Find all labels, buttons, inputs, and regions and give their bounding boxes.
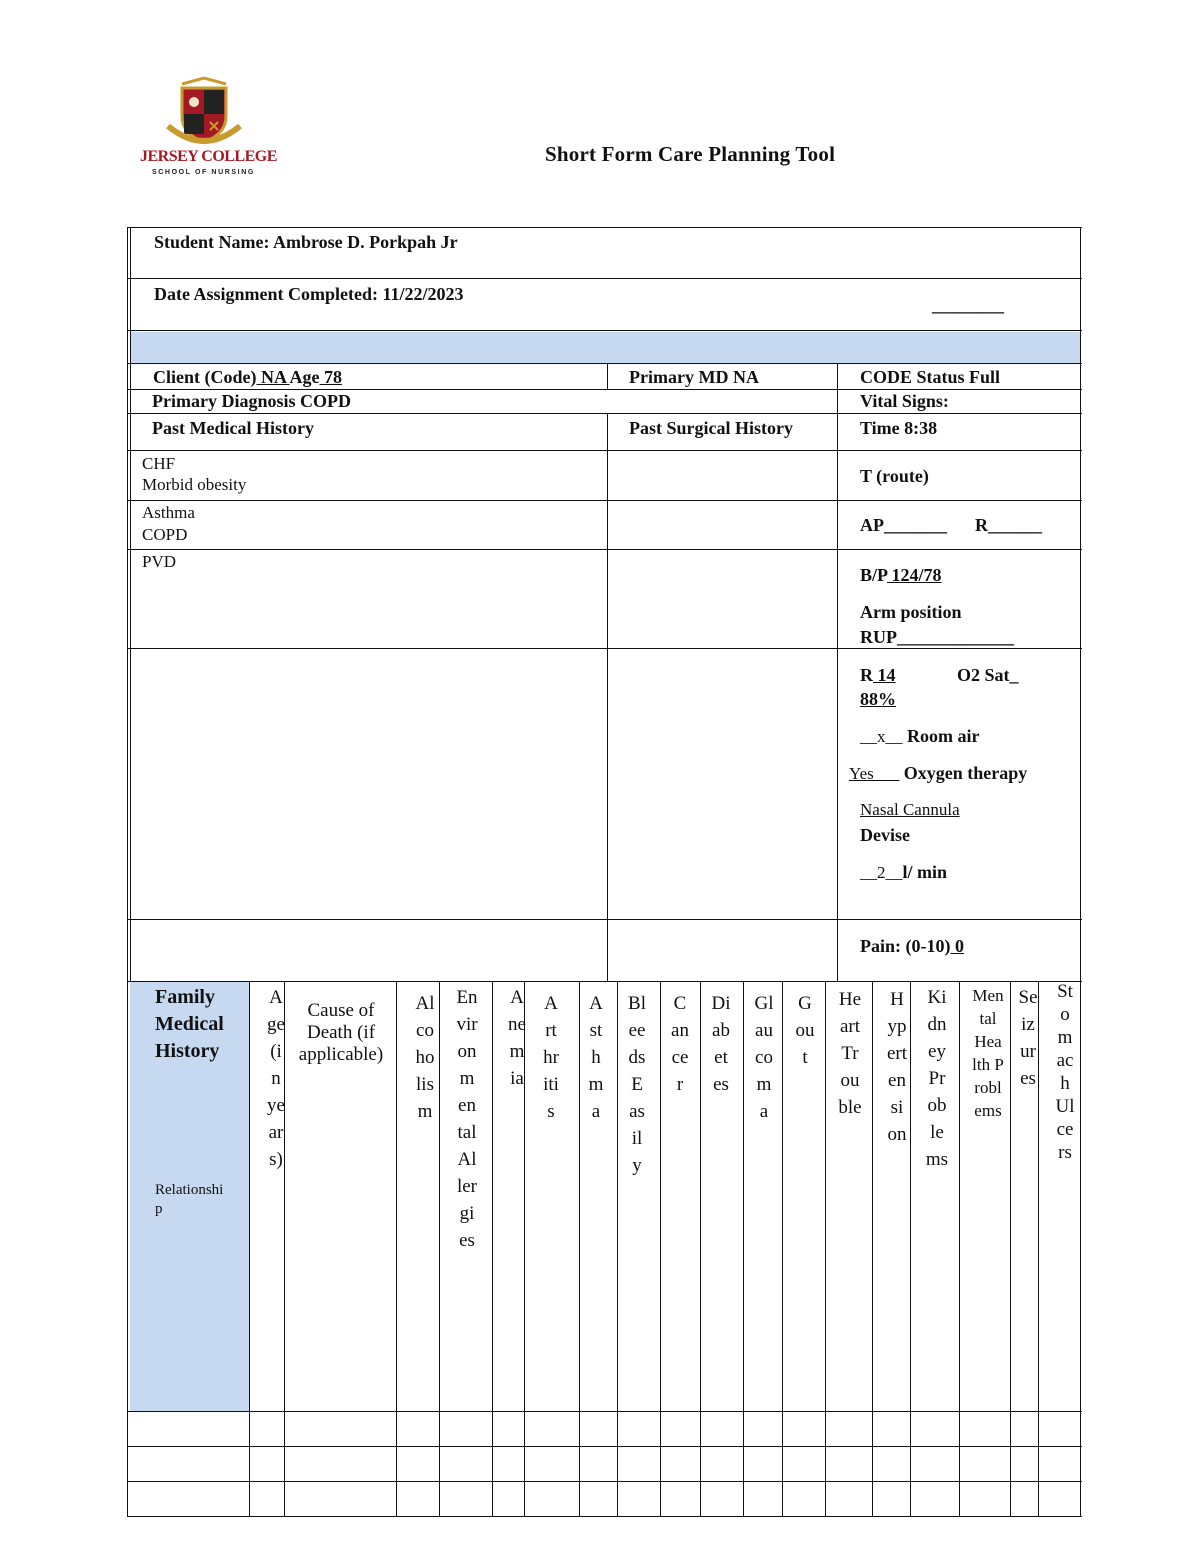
past-medical-history-label: Past Medical History [152,418,314,438]
col-alcoholism: Alcoholism [415,993,435,1122]
past-surgical-history-label: Past Surgical History [629,418,793,438]
table-row[interactable] [131,1448,1079,1480]
pain-row [860,935,964,957]
table-row[interactable] [131,1483,1079,1515]
vitals-r-top: R______ [975,515,1042,535]
primary-md: Primary MD NA [629,367,759,387]
room-air-row [860,725,979,748]
history-item: Morbid obesity [142,475,247,494]
col-asthma: Asthma [588,993,604,1122]
client-age-label: Age [289,367,320,387]
pain-label: Pain: (0-10) [860,936,951,956]
logo-name: JERSEY COLLEGE [140,148,277,165]
history-item: PVD [142,552,177,571]
col-stomach-ulcers: Stomach Ulcers [1055,981,1075,1163]
col-environmental-allergies: Environmental Allergies [456,987,478,1251]
history-item: COPD [142,525,188,544]
col-anemia: Anemia [508,987,526,1089]
bp-value: 124/78 [887,565,942,585]
arm-value: RUP [860,627,897,647]
student-name: Student Name: Ambrose D. Porkpah Jr [154,232,458,252]
flow-unit: l/ min [902,862,948,882]
room-air-label: Room air [907,726,980,746]
col-glaucoma: Glaucoma [754,993,774,1122]
arm-position-label: Arm position [860,602,962,622]
col-cancer: Cancer [671,993,689,1095]
room-air-mark: __x__ [860,727,903,746]
logo-subtitle: SCHOOL OF NURSING [152,169,255,176]
device-value: Nasal Cannula [860,800,960,819]
oxygen-therapy-row [849,762,1027,785]
history-item: Asthma [142,503,195,522]
pain-value: 0 [950,936,964,956]
vitals-time: Time 8:38 [860,418,938,438]
col-age: Age (in years) [267,987,285,1170]
vitals-ap: AP_______ [860,515,947,535]
col-bleeds-easily: Bleeds Easily [628,993,646,1176]
col-mental-health-problems: Mental Health Problems [972,986,1004,1120]
col-cause-of-death: Cause of Death (if applicable) [298,1000,384,1065]
col-seizures: Seizures [1018,987,1038,1089]
client-code-row [153,366,342,388]
vitals-bp [860,564,942,586]
device-label: Devise [860,825,910,845]
college-crest-icon [138,76,270,182]
primary-diagnosis: Primary Diagnosis COPD [152,391,351,411]
flow-row [860,861,947,884]
oxygen-therapy-label: Oxygen therapy [903,763,1028,783]
resp-label: R [860,665,873,685]
client-code-value: NA [256,367,290,387]
col-diabetes: Diabetes [711,993,731,1095]
family-history-title: Family Medical History [155,986,224,1062]
o2-sat-label: O2 Sat_ [957,665,1019,685]
college-logo [138,76,277,182]
section-divider-band [130,332,1080,363]
col-heart-trouble: Heart Trouble [838,989,862,1118]
col-kidney-problems: Kidney Problems [925,987,949,1170]
bp-label: B/P [860,565,888,585]
col-gout: Gout [795,993,815,1068]
o2-sat-value: 88% [860,689,896,709]
vitals-temp: T (route) [860,466,929,486]
col-arthritis: Arthritis [543,993,559,1122]
client-age-value: 78 [319,367,342,387]
vitals-resp [860,664,896,686]
table-row[interactable] [131,1413,1079,1445]
arm-position-value [860,626,1014,648]
client-code-label: Client (Code) [153,367,257,387]
flow-mark: __2__ [860,863,903,882]
oxygen-mark: Yes___ [849,764,900,783]
document-title: Short Form Care Planning Tool [545,142,836,166]
date-completed: Date Assignment Completed: 11/22/2023 [154,284,464,304]
col-hypertension: Hypertension [886,989,908,1145]
arm-blank: _____________ [897,627,1014,647]
code-status: CODE Status Full [860,367,1001,387]
resp-value: 14 [873,665,896,685]
history-item: CHF [142,454,176,473]
date-blank-line: ________ [932,295,1004,315]
vital-signs-label: Vital Signs: [860,391,949,411]
relationship-label: Relationship [155,1182,224,1217]
